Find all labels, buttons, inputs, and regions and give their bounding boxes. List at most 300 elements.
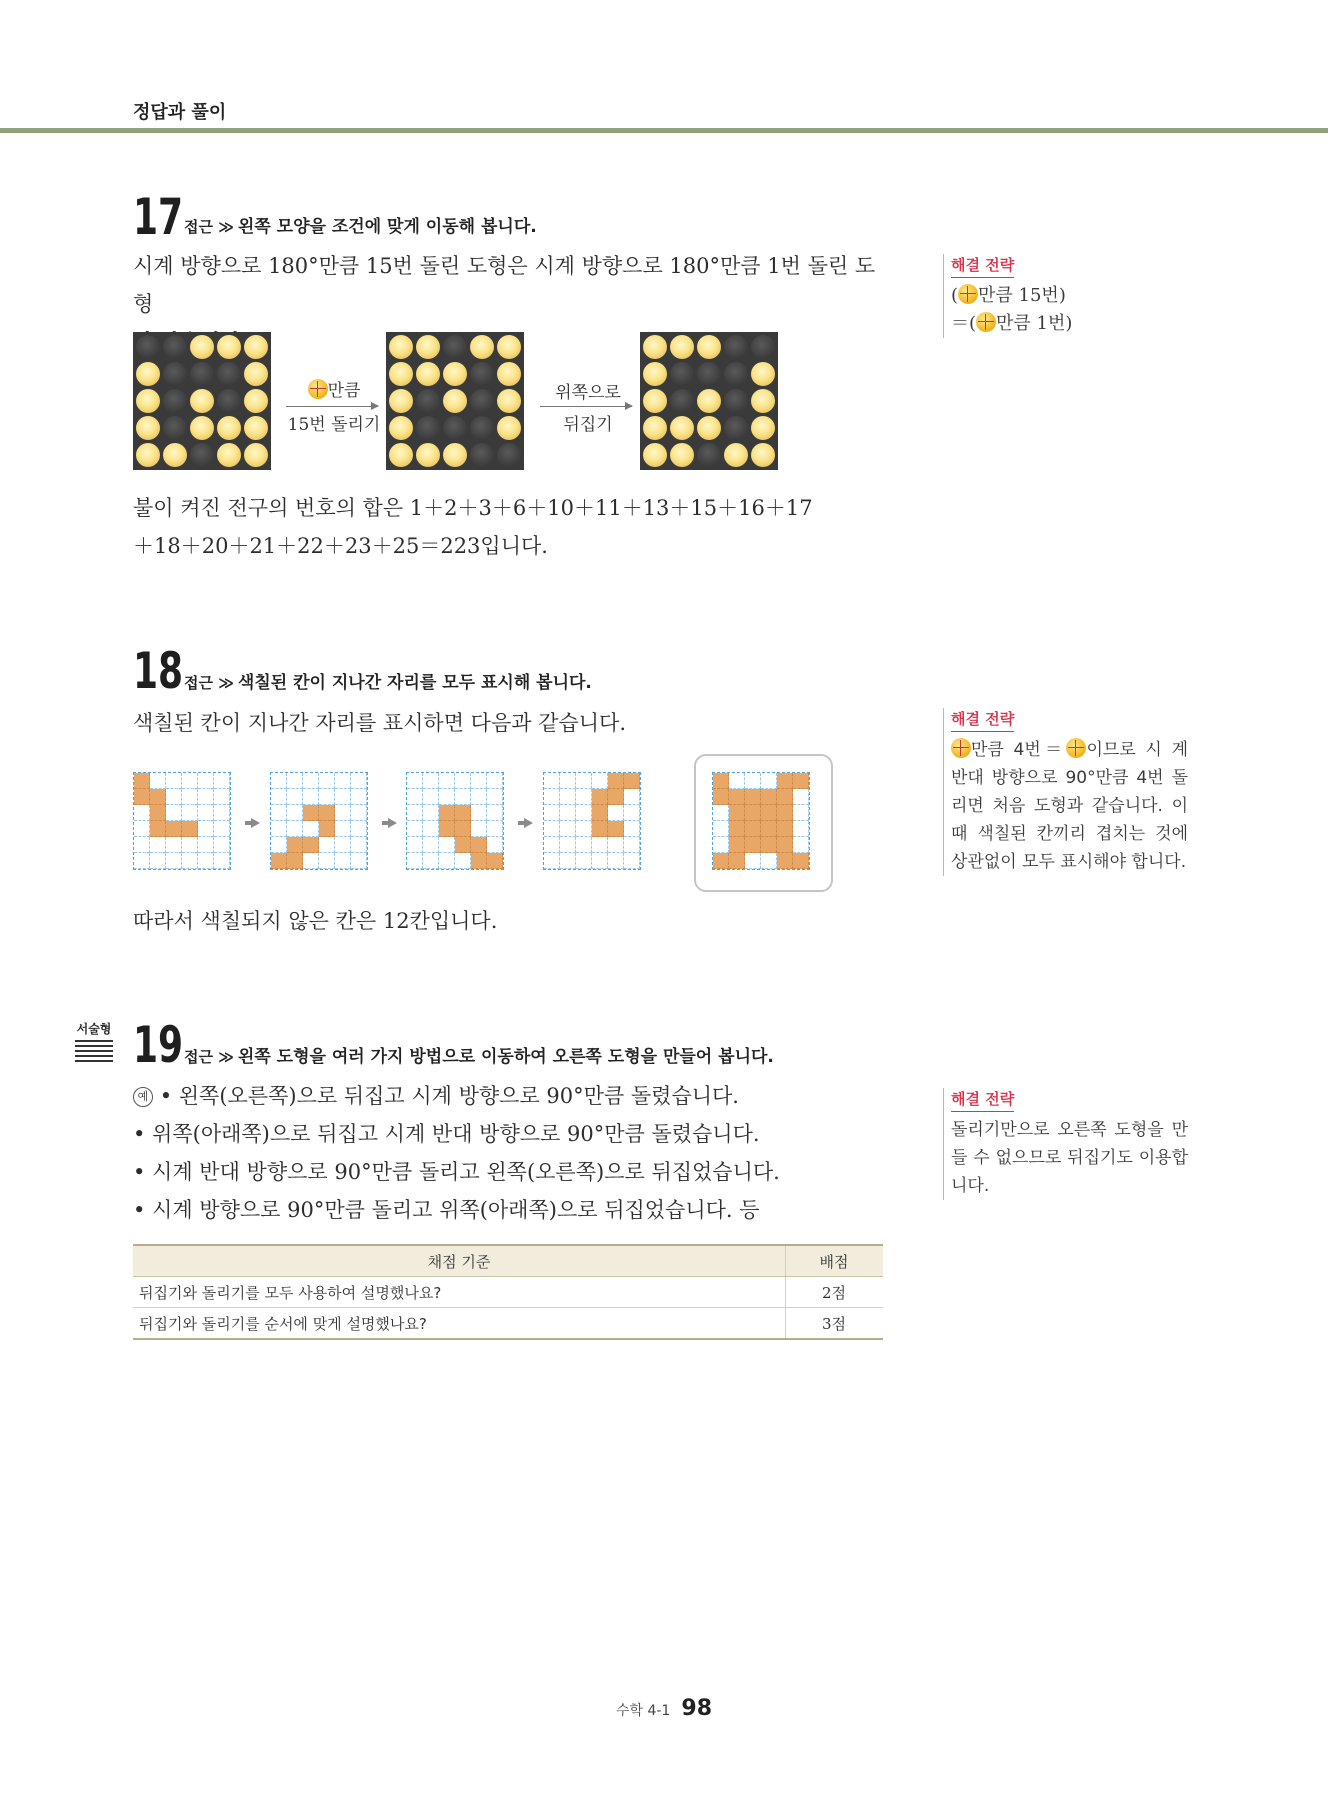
empty-cell	[487, 805, 503, 821]
empty-cell	[214, 837, 230, 853]
empty-cell	[455, 789, 471, 805]
empty-cell	[745, 773, 761, 789]
empty-cell	[439, 853, 455, 869]
bulb-on	[217, 443, 241, 467]
approach-text: 색칠된 칸이 지나간 자리를 모두 표시해 봅니다.	[237, 673, 592, 693]
bulb-off	[470, 443, 494, 467]
empty-cell	[134, 837, 150, 853]
bulb-off	[724, 335, 748, 359]
result-shape	[712, 772, 810, 870]
filled-cell	[150, 789, 166, 805]
quarter-turn-icon	[308, 379, 328, 399]
filled-cell	[150, 805, 166, 821]
bulb-on	[497, 362, 521, 386]
answer-bullet: 예 • 왼쪽(오른쪽)으로 뒤집고 시계 방향으로 90°만큼 돌렸습니다.	[133, 1077, 913, 1115]
empty-cell	[134, 821, 150, 837]
question-19-answers	[133, 1077, 913, 1229]
filled-cell	[745, 837, 761, 853]
filled-cell	[729, 805, 745, 821]
empty-cell	[351, 853, 367, 869]
empty-cell	[335, 821, 351, 837]
bulb-on	[670, 335, 694, 359]
filled-cell	[729, 789, 745, 805]
filled-cell	[729, 837, 745, 853]
empty-cell	[166, 853, 182, 869]
empty-cell	[335, 789, 351, 805]
bulb-off	[163, 362, 187, 386]
filled-cell	[777, 773, 793, 789]
step-arrow-2	[388, 818, 397, 828]
filled-cell	[761, 789, 777, 805]
bulb-grid-flipped	[640, 332, 778, 470]
page-number: 98	[681, 1696, 713, 1721]
empty-cell	[134, 805, 150, 821]
empty-cell	[214, 805, 230, 821]
full-turn-icon	[1066, 738, 1086, 758]
step-arrow-3	[524, 818, 533, 828]
bulb-on	[670, 443, 694, 467]
strategy-title: 해결 전략	[951, 1088, 1014, 1112]
empty-cell	[198, 789, 214, 805]
empty-cell	[624, 821, 640, 837]
bulb-off	[697, 362, 721, 386]
empty-cell	[335, 853, 351, 869]
approach-tag: 접근 ≫	[184, 218, 234, 236]
filled-cell	[134, 773, 150, 789]
strategy-body: ( 만큼 15번) ＝( 만큼 1번)	[951, 285, 1073, 334]
bulb-on	[643, 362, 667, 386]
table-row	[133, 1308, 883, 1340]
bulb-on	[136, 362, 160, 386]
empty-cell	[544, 821, 560, 837]
filled-cell	[319, 821, 335, 837]
question-19-approach	[184, 1042, 774, 1067]
empty-cell	[455, 773, 471, 789]
bulb-off	[416, 389, 440, 413]
bulb-off	[190, 443, 214, 467]
bulb-on	[697, 416, 721, 440]
empty-cell	[439, 789, 455, 805]
empty-cell	[182, 773, 198, 789]
empty-cell	[576, 805, 592, 821]
filled-cell	[745, 821, 761, 837]
empty-cell	[214, 773, 230, 789]
filled-cell	[729, 821, 745, 837]
empty-cell	[198, 853, 214, 869]
filled-cell	[745, 789, 761, 805]
bulb-on	[497, 416, 521, 440]
filled-cell	[439, 821, 455, 837]
section-header-title: 정답과 풀이	[133, 102, 227, 123]
example-mark: 예	[133, 1087, 153, 1107]
empty-cell	[745, 853, 761, 869]
filled-cell	[592, 805, 608, 821]
bulb-on	[643, 443, 667, 467]
bulb-off	[163, 416, 187, 440]
q17-line-1: 시계 방향으로 180°만큼 15번 돌린 도형은 시계 방향으로 180°만큼 1번 돌린 도형	[133, 254, 876, 316]
empty-cell	[335, 805, 351, 821]
filled-cell	[713, 789, 729, 805]
empty-cell	[624, 789, 640, 805]
empty-cell	[198, 837, 214, 853]
bulb-on	[443, 362, 467, 386]
filled-cell	[745, 805, 761, 821]
empty-cell	[150, 837, 166, 853]
bulb-grid-rotated	[386, 332, 524, 470]
empty-cell	[303, 821, 319, 837]
empty-cell	[471, 773, 487, 789]
bulb-on	[416, 362, 440, 386]
answer-bullet: • 위쪽(아래쪽)으로 뒤집고 시계 반대 방향으로 90°만큼 돌렸습니다.	[133, 1122, 760, 1146]
empty-cell	[407, 773, 423, 789]
question-17-sum	[133, 489, 923, 565]
bulb-off	[217, 389, 241, 413]
empty-cell	[319, 837, 335, 853]
empty-cell	[560, 805, 576, 821]
strategy-title: 해결 전략	[951, 708, 1014, 732]
bulb-on	[389, 362, 413, 386]
bulb-on	[389, 389, 413, 413]
empty-cell	[150, 853, 166, 869]
arrow-1	[286, 406, 378, 407]
empty-cell	[455, 853, 471, 869]
shape-step-4	[543, 772, 641, 870]
bulb-on	[217, 335, 241, 359]
empty-cell	[560, 837, 576, 853]
empty-cell	[303, 853, 319, 869]
bulb-off	[470, 416, 494, 440]
empty-cell	[214, 789, 230, 805]
answer-bullet: • 시계 방향으로 90°만큼 돌리고 위쪽(아래쪽)으로 뒤집었습니다. 등	[133, 1198, 760, 1222]
empty-cell	[351, 789, 367, 805]
bulb-on	[697, 389, 721, 413]
quarter-turn-icon	[958, 284, 978, 304]
question-18-approach	[184, 668, 592, 693]
bulb-on	[244, 389, 268, 413]
bulb-off	[163, 335, 187, 359]
empty-cell	[439, 837, 455, 853]
empty-cell	[423, 853, 439, 869]
empty-cell	[319, 789, 335, 805]
strategy-title: 해결 전략	[951, 254, 1014, 278]
bulb-off	[470, 389, 494, 413]
arrow-1-top-label: 만큼	[284, 376, 384, 401]
bulb-on	[643, 335, 667, 359]
bulb-on	[136, 389, 160, 413]
empty-cell	[214, 853, 230, 869]
empty-cell	[423, 821, 439, 837]
approach-tag: 접근 ≫	[184, 1048, 234, 1066]
step-arrow-1	[251, 818, 260, 828]
bulb-off	[190, 362, 214, 386]
quarter-turn-icon	[976, 312, 996, 332]
header-points: 배점	[786, 1245, 884, 1277]
bulb-on	[190, 335, 214, 359]
approach-text: 왼쪽 모양을 조건에 맞게 이동해 봅니다.	[237, 217, 537, 237]
empty-cell	[303, 789, 319, 805]
empty-cell	[351, 837, 367, 853]
empty-cell	[166, 837, 182, 853]
empty-cell	[198, 821, 214, 837]
empty-cell	[439, 773, 455, 789]
empty-cell	[560, 821, 576, 837]
bulb-on	[389, 443, 413, 467]
empty-cell	[560, 773, 576, 789]
empty-cell	[608, 805, 624, 821]
empty-cell	[335, 837, 351, 853]
criteria-cell: 뒤집기와 돌리기를 순서에 맞게 설명했나요?	[133, 1308, 786, 1340]
empty-cell	[182, 805, 198, 821]
empty-cell	[608, 837, 624, 853]
filled-cell	[303, 837, 319, 853]
empty-cell	[544, 853, 560, 869]
filled-cell	[624, 773, 640, 789]
empty-cell	[560, 853, 576, 869]
empty-cell	[576, 789, 592, 805]
empty-cell	[319, 773, 335, 789]
empty-cell	[351, 805, 367, 821]
empty-cell	[182, 853, 198, 869]
empty-cell	[713, 821, 729, 837]
shape-step-1	[133, 772, 231, 870]
filled-cell	[729, 853, 745, 869]
question-18-conclusion: 따라서 색칠되지 않은 칸은 12칸입니다.	[133, 909, 498, 933]
scoring-table	[133, 1244, 883, 1340]
filled-cell	[471, 853, 487, 869]
bulb-off	[670, 389, 694, 413]
bulb-off	[697, 443, 721, 467]
filled-cell	[439, 805, 455, 821]
filled-cell	[150, 821, 166, 837]
filled-cell	[455, 821, 471, 837]
table-header-row	[133, 1245, 883, 1277]
bulb-on	[416, 335, 440, 359]
filled-cell	[455, 837, 471, 853]
empty-cell	[303, 773, 319, 789]
bulb-off	[443, 416, 467, 440]
bulb-on	[163, 443, 187, 467]
bulb-off	[163, 389, 187, 413]
sum-line-1: 불이 켜진 전구의 번호의 합은 1＋2＋3＋6＋10＋11＋13＋15＋16＋17	[133, 496, 813, 520]
empty-cell	[544, 773, 560, 789]
filled-cell	[287, 837, 303, 853]
header-divider	[0, 128, 1328, 133]
empty-cell	[592, 853, 608, 869]
empty-cell	[624, 805, 640, 821]
bulb-on	[443, 389, 467, 413]
filled-cell	[777, 805, 793, 821]
empty-cell	[592, 837, 608, 853]
filled-cell	[287, 853, 303, 869]
filled-cell	[134, 789, 150, 805]
filled-cell	[487, 853, 503, 869]
question-19-number: 19	[133, 1016, 184, 1074]
filled-cell	[182, 821, 198, 837]
empty-cell	[761, 773, 777, 789]
shape-step-2	[270, 772, 368, 870]
empty-cell	[150, 773, 166, 789]
bulb-on	[643, 389, 667, 413]
bulb-on	[443, 443, 467, 467]
bulb-on	[751, 416, 775, 440]
bulb-off	[497, 443, 521, 467]
bulb-off	[217, 362, 241, 386]
bulb-off	[443, 335, 467, 359]
bulb-on	[190, 416, 214, 440]
empty-cell	[487, 773, 503, 789]
empty-cell	[576, 853, 592, 869]
bulb-on	[136, 443, 160, 467]
empty-cell	[271, 789, 287, 805]
bulb-on	[724, 443, 748, 467]
empty-cell	[271, 805, 287, 821]
empty-cell	[335, 773, 351, 789]
empty-cell	[471, 821, 487, 837]
empty-cell	[761, 853, 777, 869]
empty-cell	[423, 837, 439, 853]
empty-cell	[471, 805, 487, 821]
empty-cell	[576, 821, 592, 837]
filled-cell	[777, 821, 793, 837]
arrow-2	[540, 406, 632, 407]
filled-cell	[166, 821, 182, 837]
filled-cell	[761, 821, 777, 837]
bulb-on	[136, 416, 160, 440]
empty-cell	[134, 853, 150, 869]
bulb-on	[470, 335, 494, 359]
empty-cell	[423, 773, 439, 789]
empty-cell	[576, 773, 592, 789]
bulb-on	[497, 389, 521, 413]
empty-cell	[624, 837, 640, 853]
empty-cell	[793, 837, 809, 853]
table-row	[133, 1277, 883, 1308]
bulb-on	[416, 443, 440, 467]
answer-bullet: • 시계 반대 방향으로 90°만큼 돌리고 왼쪽(오른쪽)으로 뒤집었습니다.	[133, 1160, 780, 1184]
empty-cell	[271, 773, 287, 789]
filled-cell	[455, 805, 471, 821]
empty-cell	[166, 805, 182, 821]
filled-cell	[303, 805, 319, 821]
question-17-number: 17	[133, 188, 184, 246]
strategy-body: 돌리기만으로 오른쪽 도형을 만들 수 없으므로 뒤집기도 이용합니다.	[951, 1120, 1188, 1196]
empty-cell	[287, 789, 303, 805]
filled-cell	[592, 789, 608, 805]
q18-strategy-box	[943, 708, 1188, 876]
descriptive-badge: 서술형	[73, 1020, 115, 1062]
bulb-on	[751, 443, 775, 467]
empty-cell	[729, 773, 745, 789]
empty-cell	[487, 821, 503, 837]
bulb-off	[670, 362, 694, 386]
empty-cell	[287, 821, 303, 837]
quarter-turn-icon	[951, 738, 971, 758]
approach-text: 왼쪽 도형을 여러 가지 방법으로 이동하여 오른쪽 도형을 만들어 봅니다.	[237, 1047, 774, 1067]
empty-cell	[271, 837, 287, 853]
empty-cell	[351, 773, 367, 789]
empty-cell	[544, 805, 560, 821]
bulb-on	[389, 335, 413, 359]
filled-cell	[471, 837, 487, 853]
bulb-on	[389, 416, 413, 440]
filled-cell	[793, 853, 809, 869]
arrow-2-top-label: 위쪽으로	[555, 383, 621, 403]
empty-cell	[407, 805, 423, 821]
empty-cell	[793, 789, 809, 805]
empty-cell	[624, 853, 640, 869]
filled-cell	[761, 837, 777, 853]
filled-cell	[271, 853, 287, 869]
bulb-on	[190, 389, 214, 413]
bulb-on	[244, 362, 268, 386]
filled-cell	[319, 805, 335, 821]
bulb-off	[470, 362, 494, 386]
bulb-on	[497, 335, 521, 359]
q19-strategy-box	[943, 1088, 1188, 1200]
bulb-on	[670, 416, 694, 440]
empty-cell	[166, 773, 182, 789]
filled-cell	[608, 789, 624, 805]
bulb-grid-original	[133, 332, 271, 470]
empty-cell	[182, 837, 198, 853]
filled-cell	[777, 837, 793, 853]
empty-cell	[287, 805, 303, 821]
empty-cell	[198, 805, 214, 821]
filled-cell	[793, 773, 809, 789]
filled-cell	[713, 853, 729, 869]
empty-cell	[487, 837, 503, 853]
empty-cell	[487, 789, 503, 805]
bulb-off	[136, 335, 160, 359]
shape-step-3	[406, 772, 504, 870]
empty-cell	[214, 821, 230, 837]
empty-cell	[544, 789, 560, 805]
empty-cell	[198, 773, 214, 789]
bulb-off	[724, 416, 748, 440]
filled-cell	[592, 821, 608, 837]
bulb-off	[751, 335, 775, 359]
bulb-on	[751, 389, 775, 413]
empty-cell	[560, 789, 576, 805]
bulb-on	[244, 443, 268, 467]
bulb-on	[244, 416, 268, 440]
sum-line-2: ＋18＋20＋21＋22＋23＋25＝223입니다.	[133, 534, 548, 558]
empty-cell	[287, 773, 303, 789]
empty-cell	[544, 837, 560, 853]
arrow-1-bottom-label: 15번 돌리기	[287, 415, 381, 435]
empty-cell	[423, 789, 439, 805]
filled-cell	[608, 773, 624, 789]
filled-cell	[608, 821, 624, 837]
question-18-number: 18	[133, 642, 184, 700]
empty-cell	[471, 789, 487, 805]
bulb-off	[724, 389, 748, 413]
bulb-on	[217, 416, 241, 440]
empty-cell	[713, 805, 729, 821]
empty-cell	[407, 837, 423, 853]
filled-cell	[713, 773, 729, 789]
empty-cell	[319, 853, 335, 869]
bulb-on	[751, 362, 775, 386]
q17-strategy-box	[943, 254, 1188, 338]
bulb-off	[724, 362, 748, 386]
lines-icon	[75, 1040, 113, 1062]
empty-cell	[592, 773, 608, 789]
bulb-off	[416, 416, 440, 440]
empty-cell	[713, 837, 729, 853]
empty-cell	[793, 821, 809, 837]
empty-cell	[608, 853, 624, 869]
